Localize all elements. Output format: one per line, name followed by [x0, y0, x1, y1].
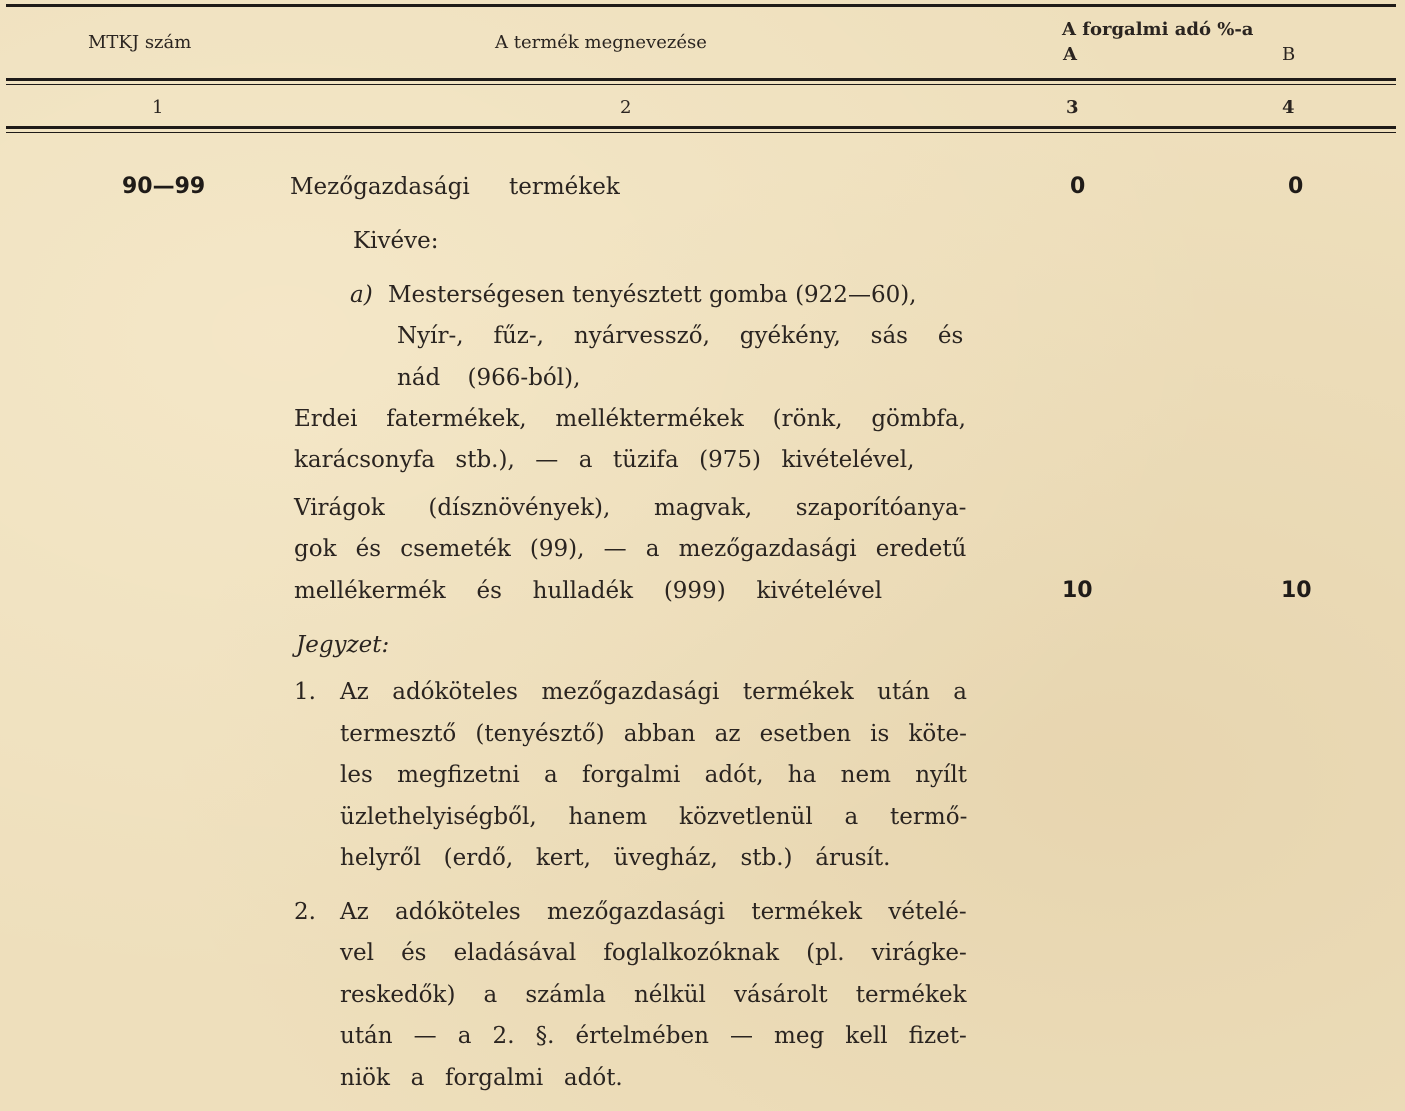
virag-line-3: mellékermék és hulladék (999) kivételével: [294, 578, 883, 604]
except-rate-b: 10: [1281, 578, 1312, 603]
notes-title: Jegyzet:: [296, 632, 390, 658]
note2-marker: 2.: [294, 899, 316, 925]
except-rate-a: 10: [1062, 578, 1093, 603]
col-number-2: 2: [620, 97, 632, 118]
erdei-line-2: karácsonyfa stb.), — a tüzifa (975) kivételével,: [294, 447, 915, 473]
note2-line-2: vel és eladásával foglalkozóknak (pl. virágke-: [340, 940, 967, 966]
col1-header: MTKJ szám: [88, 32, 192, 53]
col3-subheader: A: [1063, 44, 1077, 65]
item-a-line-3: nád (966-ból),: [397, 365, 581, 391]
item-a-line-1: Mesterségesen tenyésztett gomba (922—60),: [388, 282, 917, 308]
note1-line-1: Az adóköteles mezőgazdasági termékek után a: [340, 679, 967, 705]
virag-line-2: gok és csemeték (99), — a mezőgazdasági eredetű: [294, 536, 967, 562]
column-number-rule: [6, 126, 1396, 129]
note1-line-4: üzlethelyiségből, hanem közvetlenül a termő-: [340, 804, 968, 830]
note1-line-3: les megfizetni a forgalmi adót, ha nem nyílt: [340, 762, 967, 788]
col2-header: A termék megnevezése: [495, 32, 707, 53]
note2-line-5: niök a forgalmi adót.: [340, 1065, 623, 1091]
note1-line-2: termesztő (tenyésztő) abban az esetben is köte-: [340, 721, 967, 747]
except-label: Kivéve:: [353, 228, 439, 254]
col34-header: A forgalmi adó %-a: [1062, 19, 1254, 40]
rate-a: 0: [1070, 174, 1086, 199]
note1-marker: 1.: [294, 679, 316, 705]
item-a-marker: a): [350, 282, 373, 308]
product-title: Mezőgazdasági termékek: [290, 174, 620, 200]
column-number-rule-thin: [6, 132, 1396, 133]
erdei-line-1: Erdei fatermékek, melléktermékek (rönk, gömbfa,: [294, 406, 966, 432]
col-number-4: 4: [1282, 97, 1295, 118]
header-rule-thin: [6, 84, 1396, 85]
col-number-3: 3: [1066, 97, 1079, 118]
note2-line-4: után — a 2. §. értelmében — meg kell fizet-: [340, 1023, 967, 1049]
item-a-line-2: [397, 316, 963, 358]
col-number-1: 1: [152, 97, 164, 118]
note2-line-3: reskedők) a számla nélkül vásárolt termékek: [340, 982, 967, 1008]
note1-line-5: helyről (erdő, kert, üvegház, stb.) árusít.: [340, 845, 891, 871]
mtkj-code: 90—99: [122, 174, 206, 199]
top-rule: [6, 4, 1396, 7]
header-rule: [6, 78, 1396, 81]
item-a-line-2-text: Nyír-, fűz-, nyárvessző, gyékény, sás és: [397, 323, 964, 349]
note2-line-1: Az adóköteles mezőgazdasági termékek vételé-: [340, 899, 967, 925]
rate-b: 0: [1288, 174, 1304, 199]
virag-line-1: Virágok (dísznövények), magvak, szaporítóanya-: [294, 495, 967, 521]
col4-subheader: B: [1282, 44, 1296, 65]
